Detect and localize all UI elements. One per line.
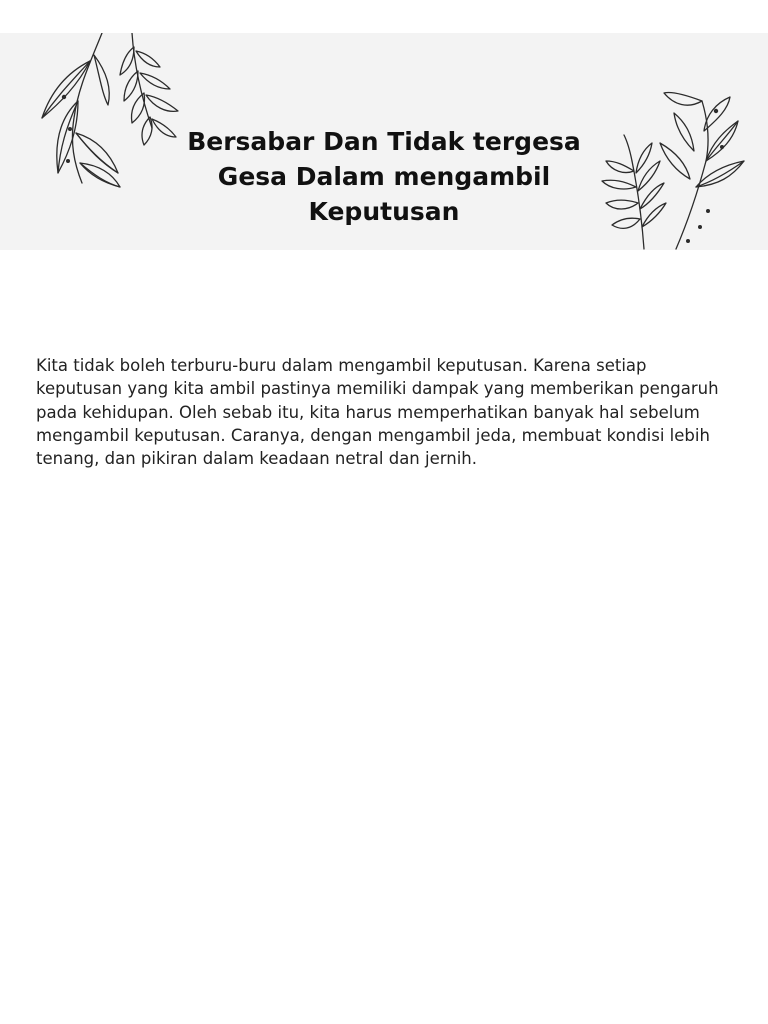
page-title: Bersabar Dan Tidak tergesa Gesa Dalam mengambil Keputusan [187, 127, 581, 226]
body-paragraph: Kita tidak boleh terburu-buru dalam mengambil keputusan. Karena setiap keputusan yang kita ambil pastinya memiliki dampak yang memberikan pengaruh pada kehidupan. Oleh sebab itu, kita harus memperhatikan banyak hal sebelum mengambil keputusan. Caranya, dengan mengambil jeda, membuat kondisi lebih tenang, dan pikiran dalam keadaan netral dan jernih. [36, 356, 719, 469]
right-botanical-branch-icon [598, 91, 748, 250]
left-botanical-branch-icon [30, 33, 190, 193]
header-banner [0, 33, 768, 250]
